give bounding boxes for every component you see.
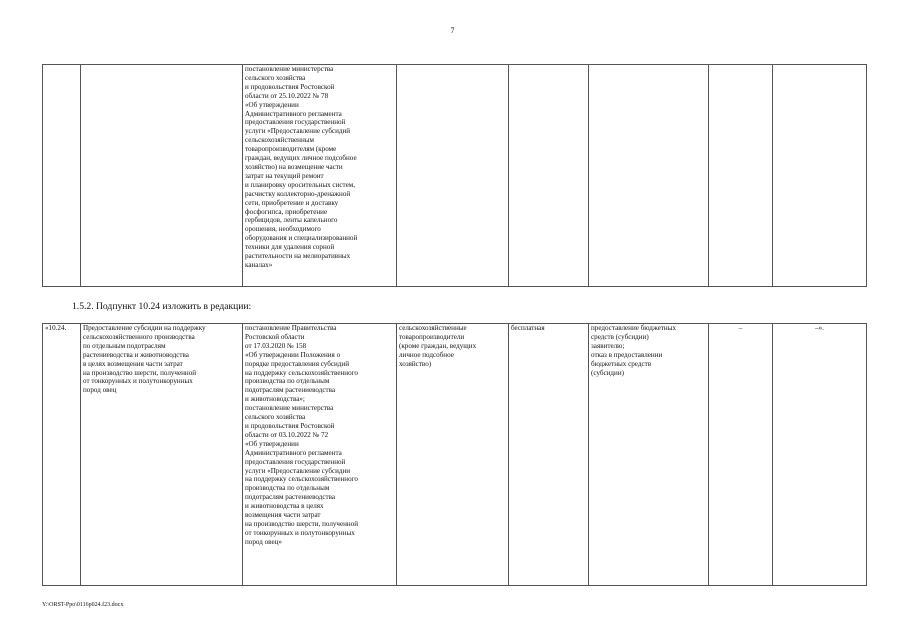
cell-service-name bbox=[81, 65, 243, 287]
cell-recipients bbox=[397, 65, 509, 287]
section-heading: 1.5.2. Подпункт 10.24 изложить в редакции: bbox=[72, 301, 252, 312]
services-table-continued bbox=[42, 64, 867, 287]
cell-extra-2 bbox=[773, 65, 867, 287]
cell-extra-2: –». bbox=[773, 324, 867, 586]
cell-extra-1 bbox=[709, 65, 773, 287]
cell-number bbox=[43, 65, 81, 287]
cell-number: «10.24. bbox=[43, 324, 81, 586]
table-row bbox=[43, 65, 867, 287]
cell-recipients: сельскохозяйственные товаропроизводители (кроме граждан, ведущих личное подсобное хозяйство) bbox=[397, 324, 509, 586]
cell-service-name: Предоставление субсидии на поддержку сельскохозяйственного производства по отдельным подотраслям растениеводства и животноводства в целях возмещения части затрат на производство шерсти, полученной от тонкорунных и полутонкорунных пород овец bbox=[81, 324, 243, 586]
table-row bbox=[43, 324, 867, 586]
cell-legal-act: постановление министерства сельского хозяйства и продовольствия Ростовской области от 25.10.2022 № 78 «Об утверждении Административного регламента предоставления государственной услуги «Предоставление субсидий сельскохозяйственным товаропроизводителям (кроме граждан, ведущих личное подсобное хозяйство) на возмещение части затрат на текущий ремонт и планировку оросительных систем, расчистку коллекторно-дренажной сети, приобретение и доставку фосфогипса, приобретение гербицидов, ленты капельного орошения, необходимого оборудования и специализированной техники для удаления сорной растительности на мелиоративных каналах» bbox=[243, 65, 397, 287]
cell-extra-1: – bbox=[709, 324, 773, 586]
cell-payment: бесплатная bbox=[509, 324, 589, 586]
cell-result: предоставление бюджетных средств (субсидии) заявителю; отказ в предоставлении бюджетных средств (субсидии) bbox=[589, 324, 709, 586]
services-table-10-24 bbox=[42, 323, 867, 586]
cell-legal-act: постановление Правительства Ростовской области от 17.03.2020 № 158 «Об утверждении Положения о порядке предоставления субсидий на поддержку сельскохозяйственного производства по отдельным подотраслям растениеводства и животноводства»; постановление министерства сельского хозяйства и продовольствия Ростовской области от 03.10.2022 № 72 «Об утверждении Административного регламента предоставления государственной услуги «Предоставление субсидии на поддержку сельскохозяйственного производства по отдельным подотраслям растениеводства и животноводства в целях возмещения части затрат на производство шерсти, полученной от тонкорунных и полутонкорунных пород овец» bbox=[243, 324, 397, 586]
footer-file-path: Y:\ORST-Ppo\0116p024.f23.docx bbox=[42, 602, 124, 608]
cell-payment bbox=[509, 65, 589, 287]
page-number: 7 bbox=[450, 26, 455, 35]
cell-result bbox=[589, 65, 709, 287]
